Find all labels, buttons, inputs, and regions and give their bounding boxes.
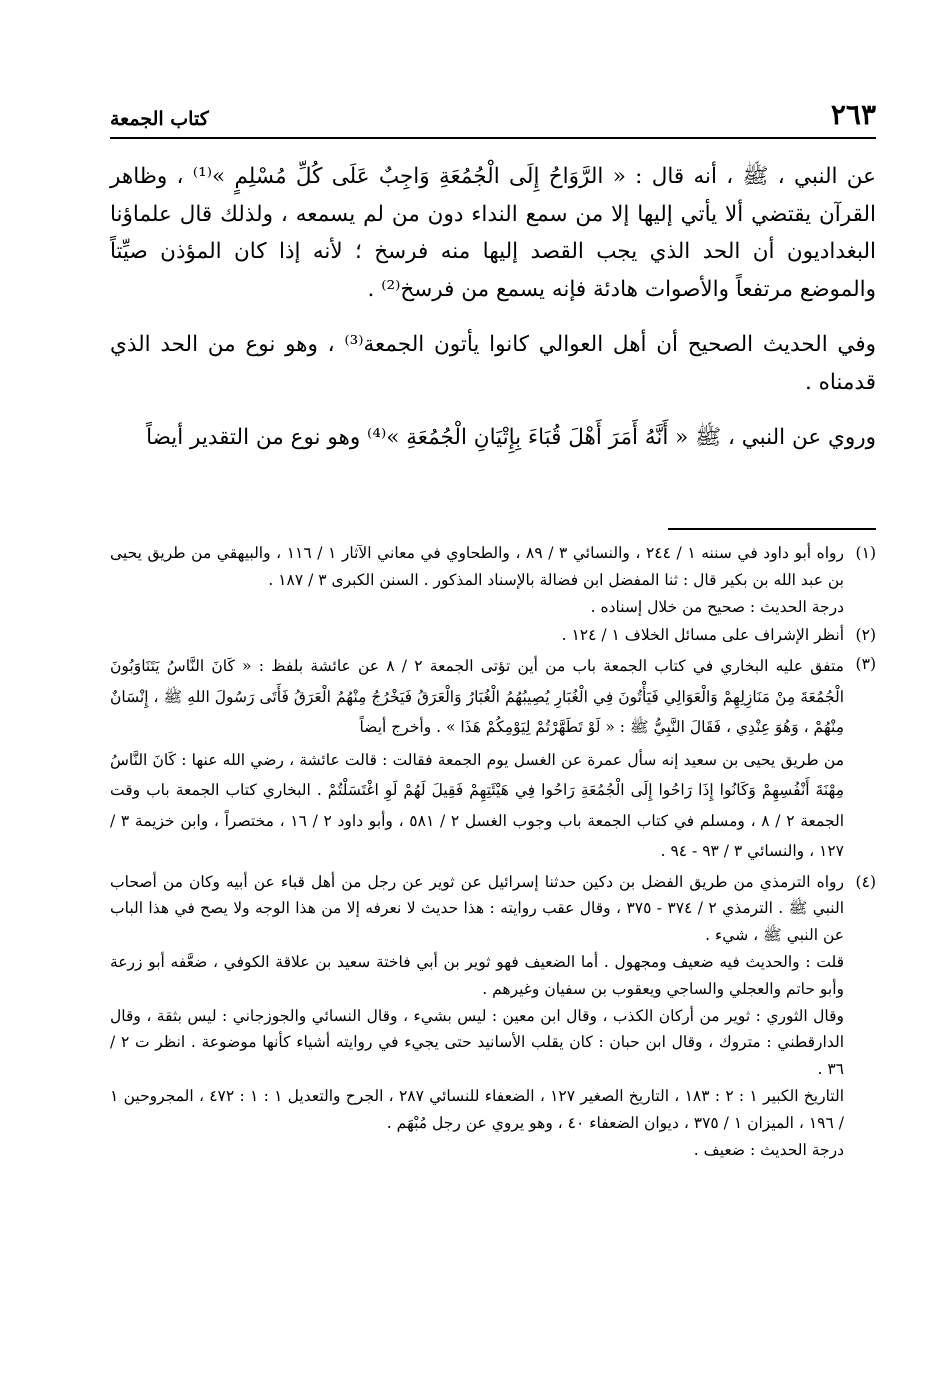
footnote-number: (٤) bbox=[855, 872, 876, 891]
running-title: كتاب الجمعة bbox=[110, 108, 209, 130]
footnote-2 bbox=[110, 622, 876, 649]
hadith-grade: درجة الحديث : صحيح من خلال إسناده . bbox=[590, 597, 844, 616]
body-paragraph: عن النبي ، ﷺ ، أنه قال : « الرَّوَاحُ إِلَى الْجُمُعَةِ وَاجِبٌ عَلَى كُلِّ مُسْلِمٍ »⁽¹⁾ ، وظاهر القرآن يقتضي ألا يأتي إليها إلا من سمع النداء دون من لم يسمعه ، ولذلك قال علماؤنا البغداديون أن الحد الذي يجب القصد إليها منه فرسخ ؛ لأنه إذا كان المؤذن صيِّتاً والموضع مرتفعاً والأصوات هادئة فإنه يسمع من فرسخ⁽²⁾ . bbox=[110, 164, 876, 302]
header-rule bbox=[110, 137, 876, 139]
page-header bbox=[110, 98, 876, 138]
body-paragraph: وروي عن النبي ، ﷺ « أَنَّهُ أَمَرَ أَهْلَ قُبَاءَ بِإِتْيَانِ الْجُمُعَةِ »⁽⁴⁾ وهو نوع من التقدير أيضاً bbox=[146, 425, 876, 450]
main-text bbox=[110, 158, 876, 475]
footnote-paragraph: قلت : والحديث فيه ضعيف ومجهول . أما الضعيف فهو ثوير بن أبي فاختة سعيد بن علاقة الكوفي ، ضعَّفه أبو زرعة وأبو حاتم والعجلي والساجي ويعقوب بن سفيان وغيرهم . bbox=[110, 953, 844, 998]
footnote-text: متفق عليه البخاري في كتاب الجمعة باب من أين تؤتى الجمعة ٢ / ٨ عن عائشة بلفظ : « كَانَ النَّاسُ يَتَنَاوَبُونَ الْجُمُعَةَ مِنْ مَنَازِلِهِمْ وَالْعَوَالِي فَيَأْتُونَ فِي الْغُبَارِ يُصِيبُهُمُ الْغُبَارُ وَالْعَرَقُ فَيَخْرُجُ مِنْهُمُ الْعَرَقُ فَأَتَى رَسُولَ اللهِ ﷺ ، إِنْسَانٌ مِنْهُمْ ، وَهُوَ عِنْدِي ، فَقَالَ النَّبِيُّ ﷺ : « لَوْ تَطَهَّرْتُمْ لِيَوْمِكُمْ هَذَا » . وأخرج أيضاً bbox=[110, 657, 844, 737]
hadith-grade: درجة الحديث : ضعيف . bbox=[693, 1140, 844, 1159]
footnote-text: أنظر الإشراف على مسائل الخلاف ١ / ١٢٤ . bbox=[561, 626, 844, 645]
footnote-text: رواه أبو داود في سننه ١ / ٢٤٤ ، والنسائي ٣ / ٨٩ ، والطحاوي في معاني الآثار ١ / ١١٦ ، والبيهقي من طريق يحيى بن عبد الله بن بكير قال : ثنا المفضل ابن فضالة بالإسناد المذكور . السنن الكبرى ٣ / ١٨٧ . bbox=[110, 544, 845, 589]
footnote-paragraph: وقال الثوري : ثوير من أركان الكذب ، وقال ابن معين : ليس بشيء ، وقال النسائي والجوزجاني : ليس بثقة ، وقال الدارقطني : متروك ، وقال ابن حبان : كان يقلب الأسانيد حتى يجيء في روايته أشياء كأنها موضوعة . انظر ت ٢ / ٣٦ . bbox=[110, 1006, 844, 1079]
footnote-continuation: من طريق يحيى بن سعيد إنه سأل عمرة عن الغسل يوم الجمعة فقالت : قالت عائشة ، رضي الله عنها : كَانَ النَّاسُ مِهْنَةَ أَنْفُسِهِمْ وَكَانُوا إِذَا رَاحُوا إِلَى الْجُمُعَةِ رَاحُوا فِي هَيْئَتِهِمْ فَقِيلَ لَهُمْ لَوِ اغْتَسَلْتُمْ . البخاري كتاب الجمعة باب وقت الجمعة ٢ / ٨ ، ومسلم في كتاب الجمعة باب وجوب الغسل ٢ / ٥٨١ ، وأبو داود ٢ / ١٦ ، مختصراً ، وابن خزيمة ٣ / ١٢٧ ، والنسائي ٣ / ٩٣ - ٩٤ . bbox=[110, 750, 844, 861]
footnote-text: رواه الترمذي من طريق الفضل بن دكين حدثنا إسرائيل عن ثوير عن رجل من أهل قباء عن أبيه وكان من أصحاب النبي ﷺ . الترمذي ٢ / ٣٧٤ - ٣٧٥ ، وقال عقب روايته : هذا حديث لا نعرفه إلا من هذا الوجه ولا يصح في هذا الباب عن النبي ﷺ ، شيء . bbox=[110, 872, 844, 945]
footnote-4 bbox=[110, 869, 876, 1164]
footnote-number: (٣) bbox=[855, 655, 876, 674]
footnotes bbox=[110, 540, 876, 1165]
body-paragraph: وفي الحديث الصحيح أن أهل العوالي كانوا يأتون الجمعة⁽³⁾ ، وهو نوع من الحد الذي قدمناه . bbox=[110, 332, 876, 395]
footnote-3 bbox=[110, 651, 876, 743]
footnote-separator bbox=[668, 528, 876, 530]
footnote-number: (٢) bbox=[855, 626, 876, 645]
page-number: ٢٦٣ bbox=[830, 98, 876, 131]
footnote-paragraph: التاريخ الكبير ١ : ٢ : ١٨٣ ، التاريخ الصغير ١٢٧ ، الضعفاء للنسائي ٢٨٧ ، الجرح والتعديل ١ : ١ : ٤٧٢ ، المجروحين ١ / ١٩٦ ، الميزان ١ / ٣٧٥ ، ديوان الضعفاء ٤٠ ، وهو يروي عن رجل مُبْهَم . bbox=[110, 1087, 845, 1132]
footnote-number: (١) bbox=[855, 544, 876, 562]
footnote-1 bbox=[110, 540, 876, 620]
